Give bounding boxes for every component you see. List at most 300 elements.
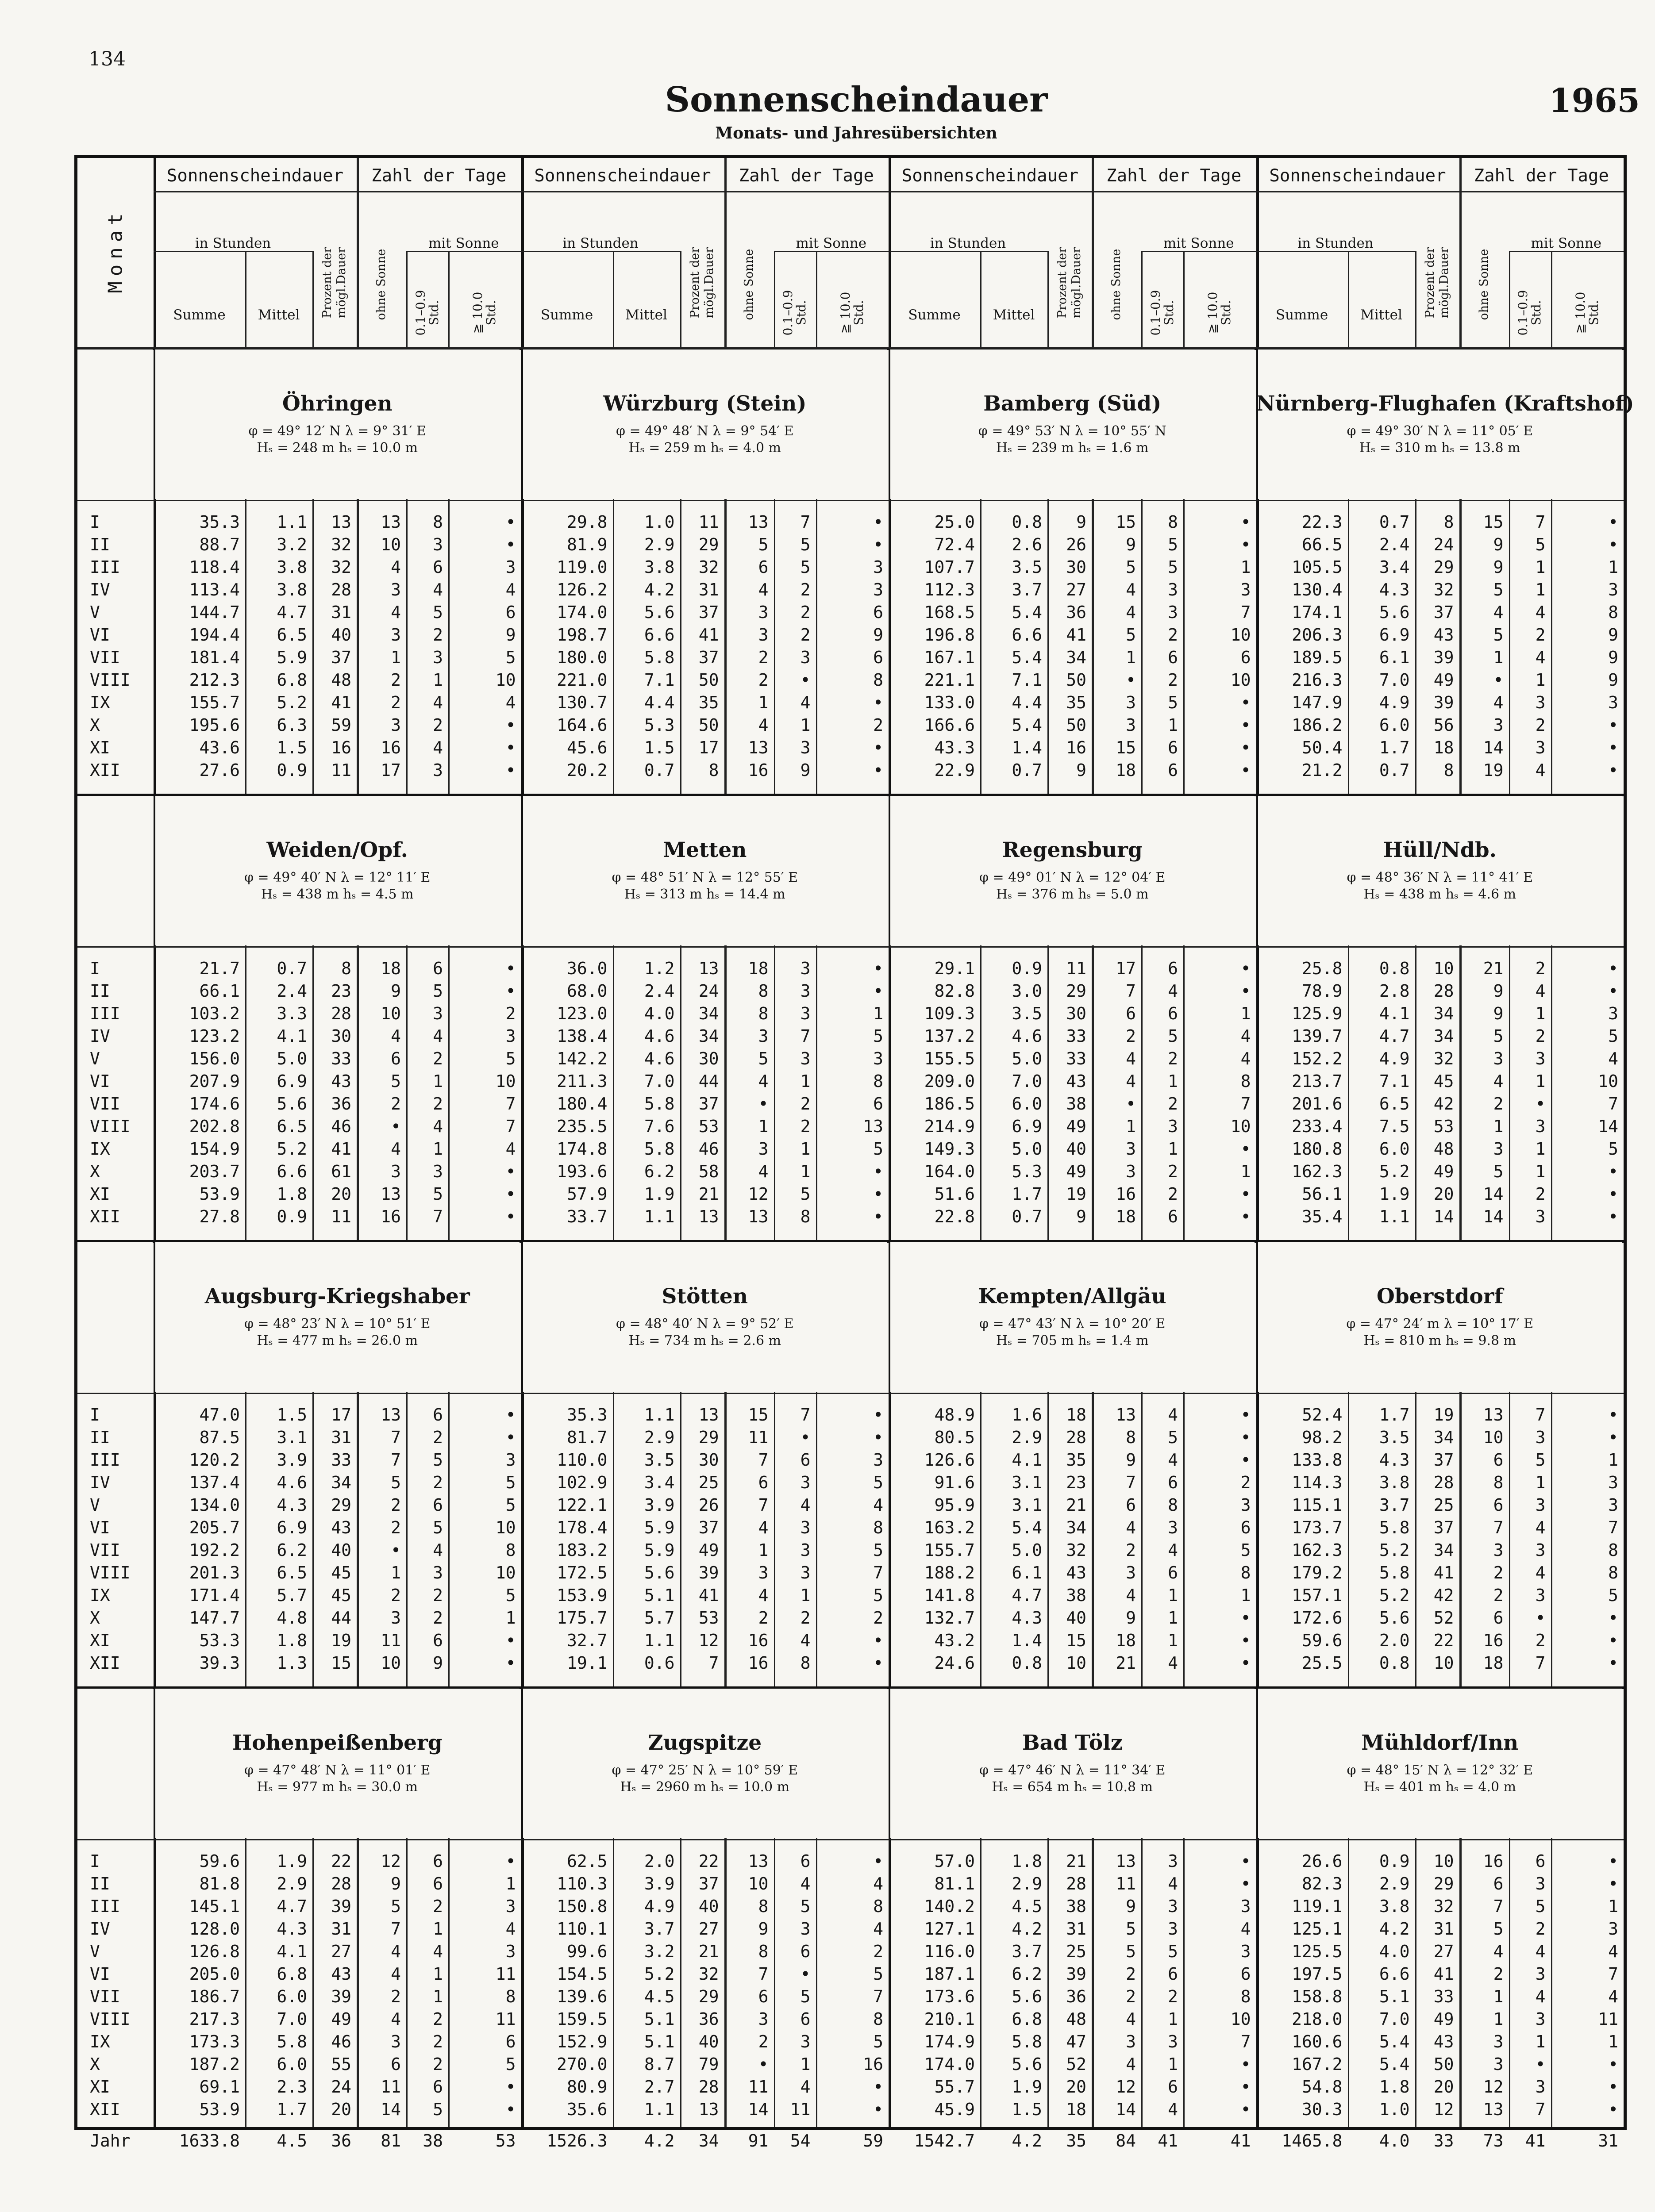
table-cell: 6 xyxy=(1168,1964,1178,1984)
table-cell: 1 xyxy=(1608,1897,1618,1916)
table-cell: 8 xyxy=(1168,512,1178,532)
table-cell: 120.2 xyxy=(189,1450,240,1470)
table-cell: 1.1 xyxy=(644,1207,675,1226)
table-cell: 2 xyxy=(433,1897,443,1916)
table-cell: 24 xyxy=(698,981,719,1001)
table-cell: 10 xyxy=(1230,625,1251,645)
table-cell: 126.8 xyxy=(189,1942,240,1961)
table-cell: 10 xyxy=(1598,1071,1618,1091)
table-cell: 34 xyxy=(1433,1004,1454,1023)
table-cell: 5.1 xyxy=(644,2032,675,2051)
table-cell: 4 xyxy=(1168,1540,1178,1560)
table-cell: 3 xyxy=(1535,1117,1546,1136)
table-cell: 12 xyxy=(1483,2077,1504,2097)
table-cell: 2 xyxy=(873,1942,883,1961)
table-cell: 7 xyxy=(1126,1473,1136,1492)
table-cell: 41 xyxy=(331,693,351,712)
table-cell: 6.9 xyxy=(277,1518,307,1537)
table-cell: 4 xyxy=(433,580,443,599)
table-cell: 25 xyxy=(1433,1495,1454,1515)
table-cell: 13 xyxy=(381,1184,401,1204)
table-cell: 22.8 xyxy=(934,1207,975,1226)
table-cell: 122.1 xyxy=(557,1495,608,1515)
table-cell: 31 xyxy=(1433,1919,1454,1939)
table-cell: 3 xyxy=(1168,1897,1178,1916)
table-cell: 11 xyxy=(495,2009,516,2029)
table-cell: 50 xyxy=(1066,670,1086,690)
table-cell: 4.1 xyxy=(277,1942,307,1961)
table-cell: 3 xyxy=(1608,1004,1618,1023)
table-cell: 201.6 xyxy=(1292,1094,1343,1114)
table-cell: 5.0 xyxy=(1012,1049,1042,1068)
header-bottom-rule xyxy=(77,347,1624,349)
table-cell: 125.9 xyxy=(1292,1004,1343,1023)
table-cell: 3 xyxy=(758,603,769,622)
table-cell: 45 xyxy=(331,1563,351,1582)
table-cell: 125.5 xyxy=(1292,1942,1343,1961)
station-name: Bamberg (Süd) xyxy=(983,392,1162,416)
table-cell: 205.0 xyxy=(189,1964,240,1984)
table-cell: 5 xyxy=(1493,1162,1504,1181)
table-cell: 4 xyxy=(758,1162,769,1181)
table-cell: 20 xyxy=(1066,2077,1086,2097)
table-cell: 6 xyxy=(433,1495,443,1515)
header-mittel: Mittel xyxy=(625,307,667,323)
table-cell: 6.8 xyxy=(1012,2009,1042,2029)
table-cell: 5.6 xyxy=(1379,1608,1410,1628)
table-cell: 56.1 xyxy=(1301,1184,1343,1204)
table-cell: 1 xyxy=(758,1117,769,1136)
table-cell: 37 xyxy=(698,603,719,622)
header-mit-sonne: mit Sonne xyxy=(796,235,867,251)
table-cell: • xyxy=(873,1405,883,1425)
station-name: Metten xyxy=(663,838,747,862)
table-cell: 4 xyxy=(800,2077,811,2097)
table-cell: 41 xyxy=(1158,2131,1178,2151)
table-cell: 28 xyxy=(698,2077,719,2097)
table-cell: 2 xyxy=(1168,1987,1178,2006)
table-cell: 36 xyxy=(1066,1987,1086,2006)
table-cell: 42 xyxy=(1433,1094,1454,1114)
station-name: Mühldorf/Inn xyxy=(1361,1731,1519,1755)
header-10-std: ≧ 10.0 Std. xyxy=(470,292,499,334)
table-cell: 6 xyxy=(1168,1473,1178,1492)
table-cell: 3 xyxy=(1535,1207,1546,1226)
table-cell: 5 xyxy=(1126,557,1136,577)
table-cell: 7 xyxy=(758,1964,769,1984)
table-cell: 206.3 xyxy=(1292,625,1343,645)
table-cell: 4.1 xyxy=(1379,1004,1410,1023)
table-cell: 82.3 xyxy=(1301,1874,1343,1893)
table-cell: 39 xyxy=(698,1563,719,1582)
table-cell: 5 xyxy=(505,1473,516,1492)
table-cell: 4 xyxy=(391,1026,401,1046)
table-cell: 98.2 xyxy=(1301,1428,1343,1447)
table-cell: 10 xyxy=(1433,959,1454,978)
table-cell: 41 xyxy=(1433,1563,1454,1582)
month-label: XI xyxy=(90,2077,110,2097)
table-cell: 4 xyxy=(758,1586,769,1605)
table-cell: 47 xyxy=(1066,2032,1086,2051)
table-cell: 5 xyxy=(1535,1897,1546,1916)
table-cell: • xyxy=(1240,535,1251,554)
table-cell: 1.1 xyxy=(1379,1207,1410,1226)
table-cell: 6 xyxy=(1168,1004,1178,1023)
table-cell: 1 xyxy=(1535,557,1546,577)
month-label: III xyxy=(90,1450,120,1470)
table-cell: 18 xyxy=(1433,738,1454,757)
table-cell: 110.1 xyxy=(557,1919,608,1939)
table-cell: 4 xyxy=(873,1495,883,1515)
table-cell: 39.3 xyxy=(199,1653,240,1673)
station-name-rule xyxy=(77,946,1624,948)
table-cell: 5.6 xyxy=(277,1094,307,1114)
table-cell: 43.2 xyxy=(934,1631,975,1650)
station-coordinates: φ = 47° 24′ m λ = 10° 17′ E xyxy=(1346,1316,1534,1332)
table-cell: • xyxy=(505,1405,516,1425)
table-cell: 0.7 xyxy=(277,959,307,978)
table-cell: 160.6 xyxy=(1292,2032,1343,2051)
table-cell: • xyxy=(1240,1631,1251,1650)
table-cell: 197.5 xyxy=(1292,1964,1343,1984)
table-cell: 186.5 xyxy=(924,1094,975,1114)
table-cell: 3 xyxy=(800,1049,811,1068)
table-cell: 4.3 xyxy=(277,1495,307,1515)
table-cell: 6.2 xyxy=(277,1540,307,1560)
table-cell: 2 xyxy=(433,625,443,645)
month-label: XI xyxy=(90,1631,110,1650)
table-cell: 7 xyxy=(1493,1518,1504,1537)
table-cell: 36 xyxy=(698,2009,719,2029)
table-cell: 2.9 xyxy=(644,1428,675,1447)
table-cell: 28 xyxy=(1433,1473,1454,1492)
table-cell: 6 xyxy=(1493,1450,1504,1470)
table-cell: 4 xyxy=(391,1942,401,1961)
table-cell: 49 xyxy=(1433,1162,1454,1181)
table-cell: 2.4 xyxy=(1379,535,1410,554)
table-cell: 43.6 xyxy=(199,738,240,757)
table-cell: 3 xyxy=(873,557,883,577)
table-cell: 57.9 xyxy=(566,1184,608,1204)
table-cell: 103.2 xyxy=(189,1004,240,1023)
table-cell: 107.7 xyxy=(924,557,975,577)
table-cell: 113.4 xyxy=(189,580,240,599)
month-label: I xyxy=(90,959,100,978)
table-cell: 4 xyxy=(758,1518,769,1537)
table-cell: 1.5 xyxy=(277,1405,307,1425)
table-cell: 0.8 xyxy=(1012,512,1042,532)
table-cell: 3.4 xyxy=(1379,557,1410,577)
table-cell: 5 xyxy=(433,1184,443,1204)
table-cell: 7 xyxy=(758,1450,769,1470)
table-cell: 28 xyxy=(1066,1874,1086,1893)
table-cell: 3 xyxy=(1168,1851,1178,1871)
header-prozent: Prozent der mögl.Dauer xyxy=(688,247,716,319)
table-cell: 25 xyxy=(1066,1942,1086,1961)
header-ohne-sonne: ohne Sonne xyxy=(374,249,388,320)
table-cell: 5.8 xyxy=(1379,1518,1410,1537)
table-cell: 34 xyxy=(1066,648,1086,667)
table-cell: 4 xyxy=(758,1071,769,1091)
table-cell: 2 xyxy=(1535,1631,1546,1650)
table-cell: 5.2 xyxy=(1379,1540,1410,1560)
table-cell: • xyxy=(1608,1162,1618,1181)
table-cell: 44 xyxy=(698,1071,719,1091)
table-cell: 4 xyxy=(391,2009,401,2029)
header-ohne-sonne: ohne Sonne xyxy=(1477,249,1491,320)
table-cell: 27 xyxy=(1066,580,1086,599)
table-cell: 30.3 xyxy=(1301,2100,1343,2119)
table-cell: 140.2 xyxy=(924,1897,975,1916)
table-cell: 16 xyxy=(748,760,769,780)
table-cell: 164.6 xyxy=(557,715,608,735)
table-cell: 34 xyxy=(1066,1518,1086,1537)
table-cell: 5 xyxy=(873,1540,883,1560)
table-cell: 3 xyxy=(391,1608,401,1628)
table-cell: 0.7 xyxy=(644,760,675,780)
table-cell: 5 xyxy=(391,1071,401,1091)
table-cell: 3.8 xyxy=(644,557,675,577)
table-cell: 1.8 xyxy=(1379,2077,1410,2097)
station-elevation: Hₛ = 376 m hₛ = 5.0 m xyxy=(996,887,1149,902)
table-cell: 1 xyxy=(391,648,401,667)
table-cell: 21 xyxy=(698,1184,719,1204)
table-cell: 39 xyxy=(1433,648,1454,667)
table-cell: 123.0 xyxy=(557,1004,608,1023)
table-cell: 24 xyxy=(331,2077,351,2097)
month-label: VI xyxy=(90,1071,110,1091)
table-cell: 183.2 xyxy=(557,1540,608,1560)
table-cell: 5 xyxy=(1168,1026,1178,1046)
table-cell: • xyxy=(873,693,883,712)
table-cell: 32 xyxy=(331,557,351,577)
table-cell: • xyxy=(1608,512,1618,532)
table-cell: 25.8 xyxy=(1301,959,1343,978)
table-cell: 3.5 xyxy=(1379,1428,1410,1447)
table-cell: • xyxy=(800,670,811,690)
table-cell: 21 xyxy=(1066,1851,1086,1871)
month-label: X xyxy=(90,1608,100,1628)
table-cell: 19.1 xyxy=(566,1653,608,1673)
table-cell: 174.0 xyxy=(924,2055,975,2074)
table-cell: 20 xyxy=(331,1184,351,1204)
table-cell: 4.3 xyxy=(1379,580,1410,599)
table-cell: 15 xyxy=(1116,512,1136,532)
table-cell: 4.2 xyxy=(644,580,675,599)
table-cell: 22 xyxy=(698,1851,719,1871)
month-label: VI xyxy=(90,625,110,645)
table-cell: 33 xyxy=(1433,2131,1454,2151)
table-cell: 3 xyxy=(1535,1495,1546,1515)
table-cell: 5 xyxy=(1493,580,1504,599)
table-cell: 11 xyxy=(698,512,719,532)
table-cell: 152.2 xyxy=(1292,1049,1343,1068)
table-cell: 133.8 xyxy=(1292,1450,1343,1470)
table-cell: 91 xyxy=(748,2131,769,2151)
table-cell: 8 xyxy=(341,959,351,978)
table-cell: 35 xyxy=(698,693,719,712)
station-elevation: Hₛ = 705 m hₛ = 1.4 m xyxy=(996,1333,1149,1348)
table-cell: 5 xyxy=(873,2032,883,2051)
table-cell: 12 xyxy=(381,1851,401,1871)
table-cell: 0.8 xyxy=(1379,1653,1410,1673)
table-cell: 3 xyxy=(758,1139,769,1159)
table-cell: 6 xyxy=(1168,1207,1178,1226)
table-cell: 6 xyxy=(758,1473,769,1492)
station-coordinates: φ = 49° 30′ N λ = 11° 05′ E xyxy=(1347,423,1533,439)
table-cell: 178.4 xyxy=(557,1518,608,1537)
table-cell: 3.8 xyxy=(277,557,307,577)
header-zahl-der-tage: Zahl der Tage xyxy=(371,166,507,186)
table-cell: 1.1 xyxy=(644,1631,675,1650)
table-cell: 20 xyxy=(1433,1184,1454,1204)
table-cell: 3 xyxy=(1168,580,1178,599)
station-coordinates: φ = 47° 43′ N λ = 10° 20′ E xyxy=(979,1316,1166,1332)
table-cell: • xyxy=(1240,2100,1251,2119)
station-name: Oberstdorf xyxy=(1376,1284,1503,1309)
table-cell: 4 xyxy=(1493,603,1504,622)
table-cell: 133.0 xyxy=(924,693,975,712)
table-cell: 1.4 xyxy=(1012,1631,1042,1650)
table-cell: 11 xyxy=(1598,2009,1618,2029)
table-cell: 3 xyxy=(800,1004,811,1023)
table-cell: 3 xyxy=(1535,1049,1546,1068)
table-cell: 5 xyxy=(873,1964,883,1984)
table-cell: • xyxy=(1608,2077,1618,2097)
table-cell: 4.2 xyxy=(1012,1919,1042,1939)
table-cell: 2 xyxy=(391,1987,401,2006)
table-cell: 4.4 xyxy=(1012,693,1042,712)
table-cell: • xyxy=(1608,1184,1618,1204)
table-cell: • xyxy=(1608,760,1618,780)
table-cell: 213.7 xyxy=(1292,1071,1343,1091)
table-cell: 8 xyxy=(758,1897,769,1916)
table-cell: 3 xyxy=(505,1026,516,1046)
monat-label: Monat xyxy=(104,208,127,293)
station-name: Hüll/Ndb. xyxy=(1383,838,1497,862)
table-cell: • xyxy=(1608,1207,1618,1226)
table-cell: • xyxy=(1240,1428,1251,1447)
table-cell: 28 xyxy=(331,580,351,599)
table-cell: 10 xyxy=(1230,2009,1251,2029)
table-cell: 37 xyxy=(331,648,351,667)
table-cell: 14 xyxy=(381,2100,401,2119)
table-cell: 174.1 xyxy=(1292,603,1343,622)
table-cell: 2 xyxy=(1126,1540,1136,1560)
table-cell: 37 xyxy=(698,1874,719,1893)
table-cell: 47.0 xyxy=(199,1405,240,1425)
table-cell: 1 xyxy=(505,1874,516,1893)
table-cell: 3 xyxy=(1535,1874,1546,1893)
table-cell: • xyxy=(1240,738,1251,757)
table-cell: 5 xyxy=(433,603,443,622)
table-cell: 139.6 xyxy=(557,1987,608,2006)
table-cell: 9 xyxy=(1076,1207,1086,1226)
table-cell: 5 xyxy=(873,1139,883,1159)
table-cell: 180.8 xyxy=(1292,1139,1343,1159)
station-coordinates: φ = 48° 40′ N λ = 9° 52′ E xyxy=(616,1316,794,1332)
table-cell: 11 xyxy=(790,2100,811,2119)
table-cell: 26 xyxy=(1066,535,1086,554)
table-cell: 1 xyxy=(1240,1586,1251,1605)
header-rule xyxy=(357,191,521,192)
table-cell: 0.7 xyxy=(1012,1207,1042,1226)
table-cell: 1 xyxy=(433,1987,443,2006)
table-cell: 3 xyxy=(800,738,811,757)
station-name: Regensburg xyxy=(1002,838,1143,862)
table-cell: 1 xyxy=(1240,1162,1251,1181)
table-cell: 53 xyxy=(1433,1117,1454,1136)
table-cell: 4 xyxy=(1126,2009,1136,2029)
table-cell: 7.0 xyxy=(644,1071,675,1091)
table-cell: 1 xyxy=(1535,1071,1546,1091)
station-coordinates: φ = 49° 01′ N λ = 12° 04′ E xyxy=(979,870,1166,885)
table-cell: 2 xyxy=(1168,1094,1178,1114)
table-cell: 8 xyxy=(873,1897,883,1916)
header-mittel: Mittel xyxy=(258,307,300,323)
table-cell: 19 xyxy=(1433,1405,1454,1425)
table-cell: 7 xyxy=(1535,512,1546,532)
table-cell: 6 xyxy=(505,2032,516,2051)
table-cell: 11 xyxy=(1066,959,1086,978)
table-cell: 3 xyxy=(1493,2032,1504,2051)
table-cell: 4.9 xyxy=(1379,1049,1410,1068)
table-cell: 48 xyxy=(1433,1139,1454,1159)
table-cell: 2 xyxy=(873,715,883,735)
table-cell: 5 xyxy=(1168,1428,1178,1447)
table-cell: 5 xyxy=(1168,535,1178,554)
header-rule xyxy=(154,191,357,192)
table-cell: 4 xyxy=(1535,981,1546,1001)
table-cell: 7 xyxy=(800,512,811,532)
table-cell: 0.9 xyxy=(1012,959,1042,978)
table-cell: 6.1 xyxy=(1379,648,1410,667)
table-cell: 43 xyxy=(331,1964,351,1984)
table-cell: 9 xyxy=(1608,670,1618,690)
table-cell: 233.4 xyxy=(1292,1117,1343,1136)
table-cell: 123.2 xyxy=(189,1026,240,1046)
table-cell: • xyxy=(873,1631,883,1650)
table-cell: 8 xyxy=(873,1071,883,1091)
table-cell: • xyxy=(505,738,516,757)
table-cell: 10 xyxy=(495,1518,516,1537)
table-cell: 29 xyxy=(698,1987,719,2006)
table-cell: • xyxy=(505,1162,516,1181)
table-cell: 5 xyxy=(433,1450,443,1470)
table-cell: 2 xyxy=(433,2032,443,2051)
table-cell: 9 xyxy=(1126,535,1136,554)
table-cell: 25.5 xyxy=(1301,1653,1343,1673)
month-label: II xyxy=(90,1428,110,1447)
table-cell: 6.8 xyxy=(277,1964,307,1984)
table-cell: 6.0 xyxy=(1379,715,1410,735)
table-cell: 147.9 xyxy=(1292,693,1343,712)
table-cell: 203.7 xyxy=(189,1162,240,1181)
table-cell: 4.3 xyxy=(277,1919,307,1939)
table-cell: 3.4 xyxy=(644,1473,675,1492)
table-cell: 154.5 xyxy=(557,1964,608,1984)
table-cell: 21.7 xyxy=(199,959,240,978)
month-label: XII xyxy=(90,2100,120,2119)
header-rule xyxy=(1092,191,1256,192)
table-cell: 19 xyxy=(1066,1184,1086,1204)
table-cell: 1 xyxy=(433,1919,443,1939)
table-cell: 5.1 xyxy=(644,2009,675,2029)
table-cell: 32.7 xyxy=(566,1631,608,1650)
table-cell: 7 xyxy=(1535,1405,1546,1425)
table-cell: 1 xyxy=(433,1139,443,1159)
table-cell: 18 xyxy=(1066,2100,1086,2119)
